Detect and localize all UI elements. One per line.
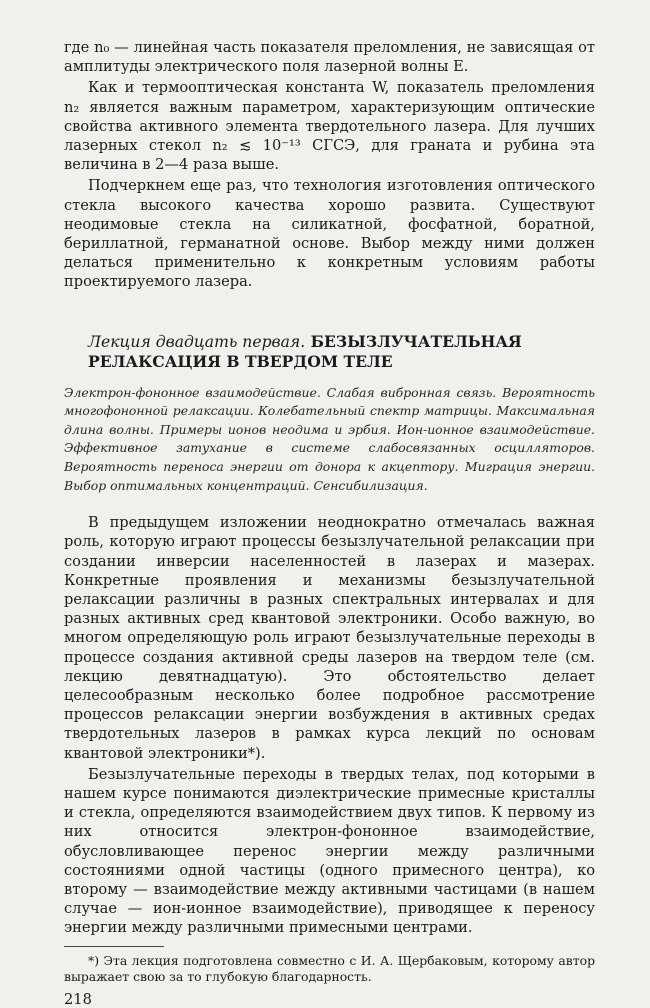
paragraph-glass-technology: Подчеркнем еще раз, что технология изготовления оптического стекла высокого качества хорошо развита. Существуют неодимовые стекла на силикатной, фосфатной, боратной, бериллатной, германатной основе. Выбор между ними должен делаться применительно к конкретным условиям работы проектируемого лазера. [64,177,595,291]
paragraph-nonlinear-index: Как и термооптическая константа W, показатель преломления n₂ является важным параметром, характеризующим оптические свойства активного элемента твердотельного лазера. Для лучших лазерных стекол n₂ ≲ 10⁻¹³ СГСЭ, для граната и рубина эта величина в 2—4 раза выше. [64,79,595,174]
lecture-body [64,513,595,937]
lecture-label: Лекция двадцать первая. [88,332,306,351]
lecture-abstract: Электрон-фононное взаимодействие. Слабая вибронная связь. Вероятность многофононной релаксации. Колебательный спектр матрицы. Максимальная длина волны. Примеры ионов неодима и эрбия. Ион-ионное взаимодействие. Эффективное затухание в системе слабосвязанных осцилляторов. Вероятность переноса энергии от донора к акцептору. Миграция энергии. Выбор оптимальных концентраций. Сенсибилизация. [64,384,595,493]
paragraph-n0-definition: где n₀ — линейная часть показателя преломления, не зависящая от амплитуды электрического поля лазерной волны E. [64,39,595,76]
lecture-heading [64,332,595,372]
book-page [64,38,595,1008]
footnote-divider [64,946,164,947]
lecture-title: БЕЗЫЗЛУЧАТЕЛЬНАЯ РЕЛАКСАЦИЯ В ТВЕРДОМ ТЕЛЕ [88,331,522,371]
paragraph-transition-types: Безызлучательные переходы в твердых телах, под которыми в нашем курсе понимаются диэлектрические примесные кристаллы и стекла, определяются взаимодействием двух типов. К первому из них относится электрон-фононное взаимодействие, обусловливающее перенос энергии между различными состояниями одной частицы (одного примесного центра), ко второму — взаимодействие между активными частицами (в нашем случае — ион-ионное взаимодействие), приводящее к переносу энергии между различными примесными центрами. [64,765,595,937]
footnote: *) Эта лекция подготовлена совместно с И. А. Щербаковым, которому автор выражает свою за то глубокую благодарность. [64,952,595,984]
paragraph-intro: В предыдущем изложении неоднократно отмечалась важная роль, которую играют процессы безызлучательной релаксации при создании инверсии населенностей в лазерах и мазерах. Конкретные проявления и механизмы безызлучательной релаксации различны в разных спектральных интервалах и для разных активных сред квантовой электроники. Особо важную, во многом определяющую роль играют безызлучательные переходы в процессе создания активной среды лазеров на твердом теле (см. лекцию девятнадцатую). Это обстоятельство делает целесообразным несколько более подробное рассмотрение процессов релаксации энергии возбуждения в активных средах твердотельных лазеров в рамках курса лекций по основам квантовой электроники*). [64,514,595,762]
page-number: 218 [64,990,92,1008]
